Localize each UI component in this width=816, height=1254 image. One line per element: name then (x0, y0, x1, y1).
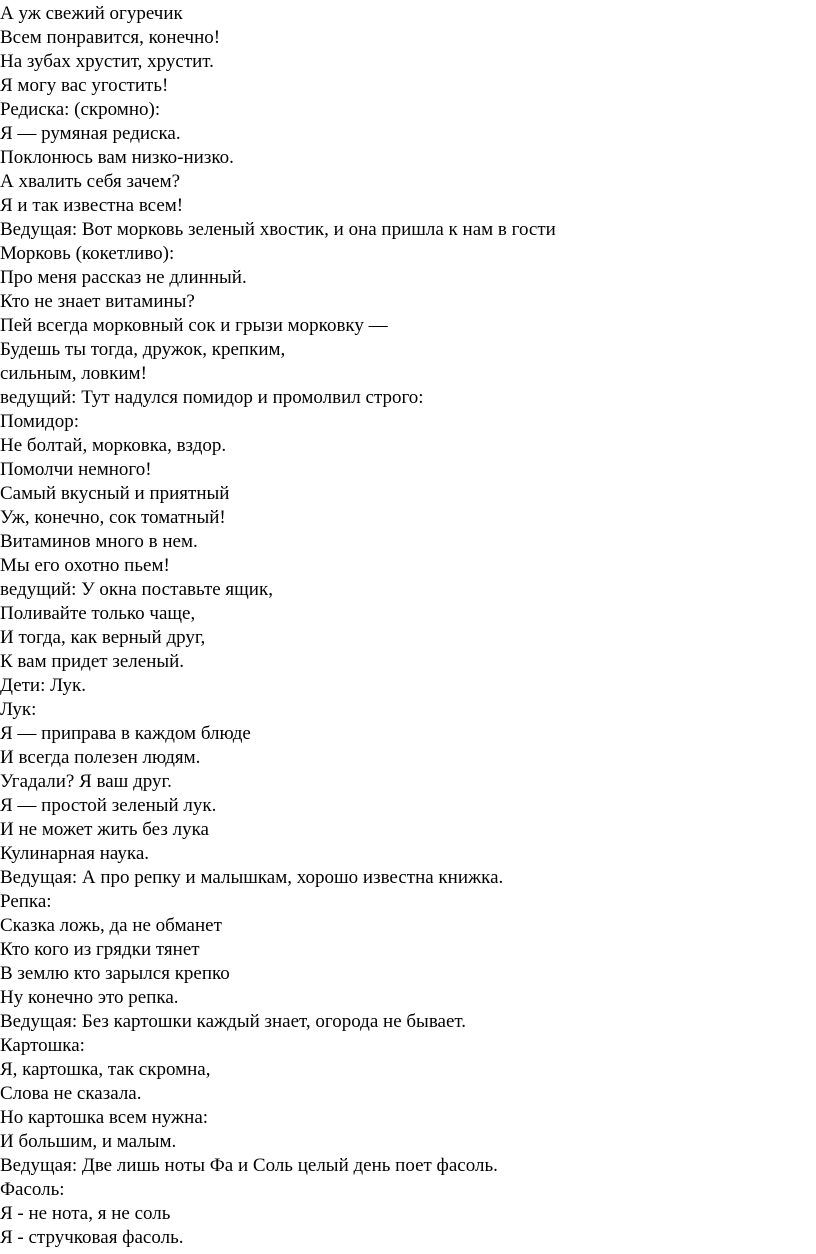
text-line: Пей всегда морковный сок и грызи морковку — (0, 315, 388, 336)
text-line: Самый вкусный и приятный (0, 483, 230, 504)
text-line: Мы его охотно пьем! (0, 555, 170, 576)
text-line: Помидор: (0, 411, 79, 432)
text-line: Помолчи немного! (0, 459, 152, 480)
text-line: сильным, ловким! (0, 363, 147, 384)
text-line: Ведущая: А про репку и малышкам, хорошо известна книжка. (0, 867, 504, 888)
text-line: Поливайте только чаще, (0, 603, 196, 624)
text-line: Ну конечно это репка. (0, 987, 179, 1008)
text-line: Поклонюсь вам низко-низко. (0, 147, 234, 168)
text-line: Всем понравится, конечно! (0, 27, 221, 48)
text-line: Морковь (кокетливо): (0, 243, 175, 264)
text-line: Я — приправа в каждом блюде (0, 723, 251, 744)
text-line: Фасоль: (0, 1179, 65, 1200)
text-line: И всегда полезен людям. (0, 747, 201, 768)
text-line: Слова не сказала. (0, 1083, 142, 1104)
text-line: Ведущая: Две лишь ноты Фа и Соль целый день поет фасоль. (0, 1155, 498, 1176)
text-line: На зубах хрустит, хрустит. (0, 51, 214, 72)
text-line: А уж свежий огуречик (0, 3, 183, 24)
text-line: А хвалить себя зачем? (0, 171, 181, 192)
text-line: Не болтай, морковка, вздор. (0, 435, 227, 456)
text-line: Ведущая: Вот морковь зеленый хвостик, и она пришла к нам в гости (0, 219, 556, 240)
text-line: Редиска: (скромно): (0, 99, 161, 120)
text-line: Кулинарная наука. (0, 843, 150, 864)
text-line: Кто не знает витамины? (0, 291, 195, 312)
text-line: Я - не нота, я не соль (0, 1203, 171, 1224)
text-line: Ведущая: Без картошки каждый знает, огорода не бывает. (0, 1011, 467, 1032)
script-text (0, 2, 556, 1250)
text-line: Репка: (0, 891, 52, 912)
text-line: Я, картошка, так скромна, (0, 1059, 211, 1080)
text-line: Про меня рассказ не длинный. (0, 267, 247, 288)
text-line: Витаминов много в нем. (0, 531, 198, 552)
text-line: Но картошка всем нужна: (0, 1107, 209, 1128)
text-line: Я - стручковая фасоль. (0, 1227, 184, 1248)
text-line: И тогда, как верный друг, (0, 627, 206, 648)
text-line: Угадали? Я ваш друг. (0, 771, 172, 792)
text-line: Я — румяная редиска. (0, 123, 181, 144)
text-line: Лук: (0, 699, 37, 720)
text-line: К вам придет зеленый. (0, 651, 185, 672)
text-line: ведущий: Тут надулся помидор и промолвил строго: (0, 387, 424, 408)
text-line: Я и так известна всем! (0, 195, 184, 216)
text-line: Будешь ты тогда, дружок, крепким, (0, 339, 286, 360)
text-line: Уж, конечно, сок томатный! (0, 507, 226, 528)
text-line: ведущий: У окна поставьте ящик, (0, 579, 273, 600)
text-line: Я могу вас угостить! (0, 75, 169, 96)
text-line: Дети: Лук. (0, 675, 87, 696)
text-line: В землю кто зарылся крепко (0, 963, 230, 984)
text-line: И большим, и малым. (0, 1131, 177, 1152)
text-line: Кто кого из грядки тянет (0, 939, 200, 960)
text-line: И не может жить без лука (0, 819, 209, 840)
text-line: Я — простой зеленый лук. (0, 795, 217, 816)
text-line: Картошка: (0, 1035, 85, 1056)
text-line: Сказка ложь, да не обманет (0, 915, 222, 936)
